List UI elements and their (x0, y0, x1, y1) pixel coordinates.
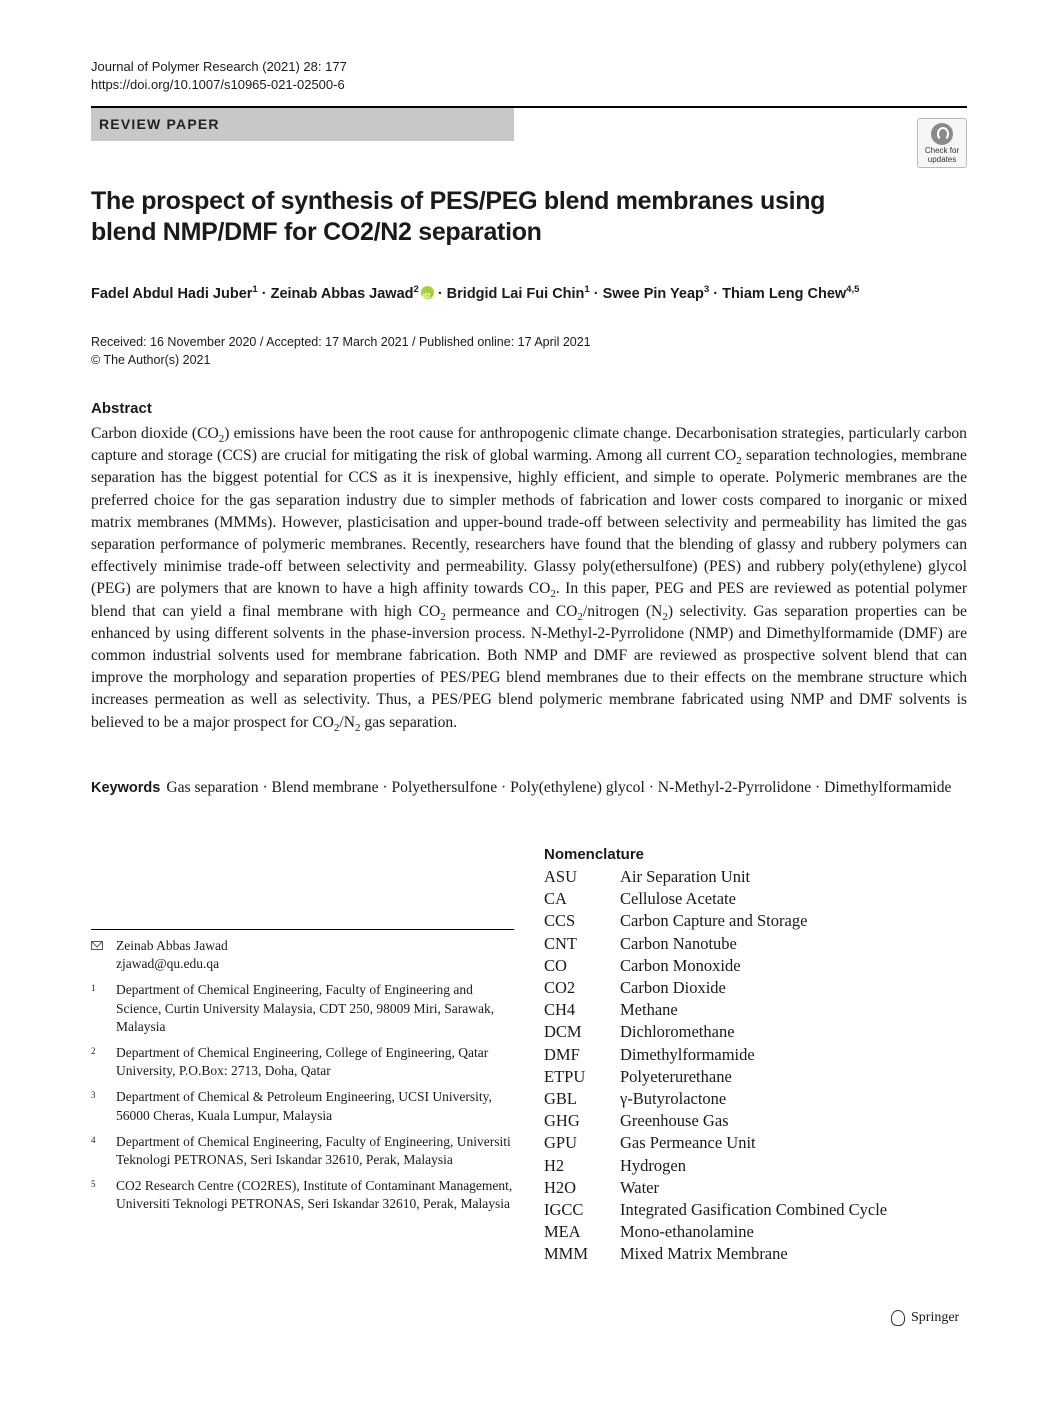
nomenclature-abbreviation: CNT (544, 933, 577, 953)
keywords-text: Gas separation · Blend membrane · Polyethersulfone · Poly(ethylene) glycol · N-Methyl-2-Pyrrolidone · Dimethylformamide (166, 779, 952, 796)
nomenclature-row (544, 1155, 974, 1177)
section-label: REVIEW PAPER (91, 108, 514, 141)
nomenclature-definition: Greenhouse Gas (620, 1111, 729, 1131)
nomenclature-definition: Hydrogen (620, 1155, 686, 1175)
nomenclature-definition: Carbon Monoxide (620, 955, 741, 975)
affiliation-text: Department of Chemical Engineering, Faculty of Engineering, Universiti Teknologi PETRONAS, Seri Iskandar 32610, Perak, Malaysia (116, 1133, 511, 1168)
affiliation-footnote (91, 1088, 514, 1124)
nomenclature-abbreviation: CA (544, 889, 567, 909)
nomenclature-abbreviation: MEA (544, 1222, 581, 1242)
nomenclature-abbreviation: CH4 (544, 1000, 576, 1020)
doi-link[interactable]: https://doi.org/10.1007/s10965-021-02500-6 (91, 77, 345, 92)
crossmark-icon (931, 123, 953, 145)
nomenclature-row (544, 977, 974, 999)
nomenclature-definition: Gas Permeance Unit (620, 1133, 756, 1153)
affiliation-footnote (91, 981, 514, 1036)
nomenclature-row (544, 1132, 974, 1154)
footnotes (91, 937, 514, 1222)
author-affiliation-mark: 4,5 (846, 284, 860, 295)
nomenclature-row (544, 888, 974, 910)
nomenclature-definition: Mixed Matrix Membrane (620, 1244, 788, 1264)
nomenclature-definition: Air Separation Unit (620, 867, 751, 886)
author-list: Fadel Abdul Hadi Juber$^1$ · Zeinab Abbas Jawad$^2$iD · Bridgid Lai Fui Chin$^1$ · Swee Pin Yeap$^3$ · Thiam Leng Chew$^{4,5}$ (91, 280, 971, 304)
orcid-icon[interactable] (421, 286, 434, 299)
nomenclature-definition: Integrated Gasification Combined Cycle (620, 1200, 888, 1220)
affiliation-number: 4 (91, 1134, 96, 1145)
affiliation-number: 1 (91, 983, 96, 994)
nomenclature-row (544, 1110, 974, 1132)
nomenclature-abbreviation: DCM (544, 1022, 582, 1042)
nomenclature-definition: Dimethylformamide (620, 1044, 755, 1064)
nomenclature-row (544, 1177, 974, 1199)
nomenclature-abbreviation: H2 (544, 1155, 565, 1175)
keywords (91, 777, 967, 799)
affiliation-list (91, 981, 514, 1213)
nomenclature-definition: γ-Butyrolactone (620, 1089, 727, 1109)
publisher-mark (891, 1308, 959, 1328)
nomenclature-row (544, 1088, 974, 1110)
nomenclature-row (544, 1021, 974, 1043)
nomenclature-row (544, 910, 974, 932)
check-for-updates-badge[interactable] (917, 118, 967, 168)
abstract-heading: Abstract (91, 400, 152, 417)
corresponding-name: Zeinab Abbas Jawad (116, 938, 228, 953)
nomenclature-row (544, 955, 974, 977)
nomenclature (544, 844, 974, 1266)
nomenclature-row (544, 1066, 974, 1088)
affiliation-footnote (91, 1044, 514, 1080)
nomenclature-definition: Dichloromethane (620, 1022, 735, 1042)
copyright-line: © The Author(s) 2021 (91, 353, 211, 367)
article-title: The prospect of synthesis of PES/PEG blend membranes using blend NMP/DMF for CO2/N2 separation (91, 187, 826, 246)
author-name[interactable]: Thiam Leng Chew (722, 285, 847, 302)
nomenclature-abbreviation: GBL (544, 1089, 577, 1109)
nomenclature-definition: Carbon Dioxide (620, 978, 726, 998)
nomenclature-abbreviation: GPU (544, 1133, 578, 1153)
affiliation-number: 2 (91, 1046, 96, 1057)
badge-text: Check for updates (924, 146, 960, 164)
footnote-rule (91, 929, 514, 930)
nomenclature-abbreviation: H2O (544, 1177, 577, 1197)
keywords-label: Keywords (91, 780, 161, 796)
nomenclature-definition: Cellulose Acetate (620, 889, 736, 909)
author-name[interactable]: Swee Pin Yeap (602, 285, 704, 302)
nomenclature-definition: Mono-ethanolamine (620, 1222, 754, 1242)
nomenclature-list (544, 866, 974, 1266)
author-affiliation-mark: 1 (584, 284, 590, 295)
nomenclature-abbreviation: CCS (544, 911, 576, 931)
author-name[interactable]: Zeinab Abbas Jawad (270, 285, 414, 302)
nomenclature-abbreviation: CO (544, 955, 567, 975)
publisher-name: Springer (911, 1310, 960, 1325)
envelope-icon (91, 941, 103, 950)
publication-dates (91, 333, 591, 369)
nomenclature-abbreviation: GHG (544, 1111, 580, 1131)
nomenclature-abbreviation: CO2 (544, 978, 576, 998)
nomenclature-definition: Carbon Capture and Storage (620, 911, 808, 931)
nomenclature-abbreviation: DMF (544, 1044, 580, 1064)
nomenclature-definition: Carbon Nanotube (620, 933, 737, 953)
nomenclature-row (544, 1044, 974, 1066)
affiliation-footnote (91, 1177, 514, 1213)
springer-horse-icon (891, 1310, 905, 1326)
author-affiliation-mark: 3 (703, 284, 710, 295)
nomenclature-abbreviation: ETPU (544, 1066, 586, 1086)
nomenclature-row (544, 1199, 974, 1221)
nomenclature-heading: Nomenclature (544, 846, 645, 863)
nomenclature-definition: Water (620, 1177, 659, 1197)
nomenclature-row (544, 1221, 974, 1243)
affiliation-number: 5 (91, 1179, 96, 1190)
nomenclature-row (544, 866, 974, 888)
journal-citation: Journal of Polymer Research (2021) 28: 177 (91, 59, 347, 74)
nomenclature-row (544, 933, 974, 955)
abstract-text: Carbon dioxide $(CO_2)$ emissions have been the root cause for anthropogenic climate change. Decarbonisation strategies, particularly carbon capture and storage (CCS) are crucial for mitigating the risk of global warming. Among all current $CO_2$ separation technologies, membrane separation has the biggest potential for CCS as it is inexpensive, highly efficient, and simple to operate. Polymeric membranes are the preferred choice for the gas separation industry due to simpler methods of fabrication and lower costs compared to inorganic or mixed matrix membranes (MMMs). However, plasticisation and upper-bound trade-off between selectivity and permeability has limited the gas separation performance of polymeric membranes. Recently, researchers have found that the blending of glassy and rubbery polymers can effectively minimise trade-off between selectivity and permeability. Glassy poly(ethersulfone) (PES) and rubbery poly(ethylene) glycol (PEG) are polymers that are known to have a high affinity towards $CO_2$. In this paper, PEG and PES are reviewed as potential polymer blend that can yield a final membrane with high $CO_2$ permeance and $CO_2$/nitrogen $(N_2)$ selectivity. Gas separation properties can be enhanced by using different solvents in the phase-inversion process. N-Methyl-2-Pyrrolidone (NMP) and Dimethylformamide (DMF) are common industrial solvents used for membrane fabrication. Both NMP and DMF are reviewed as prospective solvent blend that can improve the morphology and separation properties of PES/PEG blend membranes due to their effects on the membrane structure which increases permeation as well as selectivity. Thus, a PES/PEG blend polymeric membrane fabricated using NMP and DMF solvents is believed to be a major prospect for $CO_2/N_2$ gas separation. (91, 425, 968, 734)
author-name[interactable]: Bridgid Lai Fui Chin (446, 285, 585, 302)
affiliation-text: CO2 Research Centre (CO2RES), Institute of Contaminant Management, Universiti Teknologi PETRONAS, Seri Iskandar 32610, Perak, Malaysia (116, 1178, 513, 1212)
nomenclature-definition: Polyeterurethane (620, 1066, 732, 1086)
affiliation-footnote (91, 1133, 514, 1169)
nomenclature-abbreviation: ASU (544, 867, 578, 886)
journal-header (91, 58, 347, 94)
author-name[interactable]: Fadel Abdul Hadi Juber (91, 285, 253, 302)
dates-line: Received: 16 November 2020 / Accepted: 17 March 2021 / Published online: 17 April 2021 (91, 335, 591, 349)
corresponding-author (91, 937, 514, 973)
nomenclature-definition: Methane (620, 1000, 678, 1020)
nomenclature-abbreviation: MMM (544, 1244, 589, 1264)
affiliation-text: Department of Chemical & Petroleum Engineering, UCSI University, 56000 Cheras, Kuala Lumpur, Malaysia (116, 1089, 492, 1123)
nomenclature-row (544, 1243, 974, 1265)
nomenclature-abbreviation: IGCC (544, 1200, 584, 1220)
author-affiliation-mark: 1 (252, 284, 258, 295)
affiliation-text: Department of Chemical Engineering, Faculty of Engineering and Science, Curtin University Malaysia, CDT 250, 98009 Miri, Sarawak, Malaysia (116, 982, 495, 1034)
affiliation-number: 3 (91, 1090, 96, 1101)
nomenclature-row (544, 999, 974, 1021)
corresponding-email[interactable]: zjawad@qu.edu.qa (116, 956, 220, 972)
author-affiliation-mark: 2 (413, 284, 419, 295)
affiliation-text: Department of Chemical Engineering, College of Engineering, Qatar University, P.O.Box: 2713, Doha, Qatar (116, 1045, 489, 1079)
